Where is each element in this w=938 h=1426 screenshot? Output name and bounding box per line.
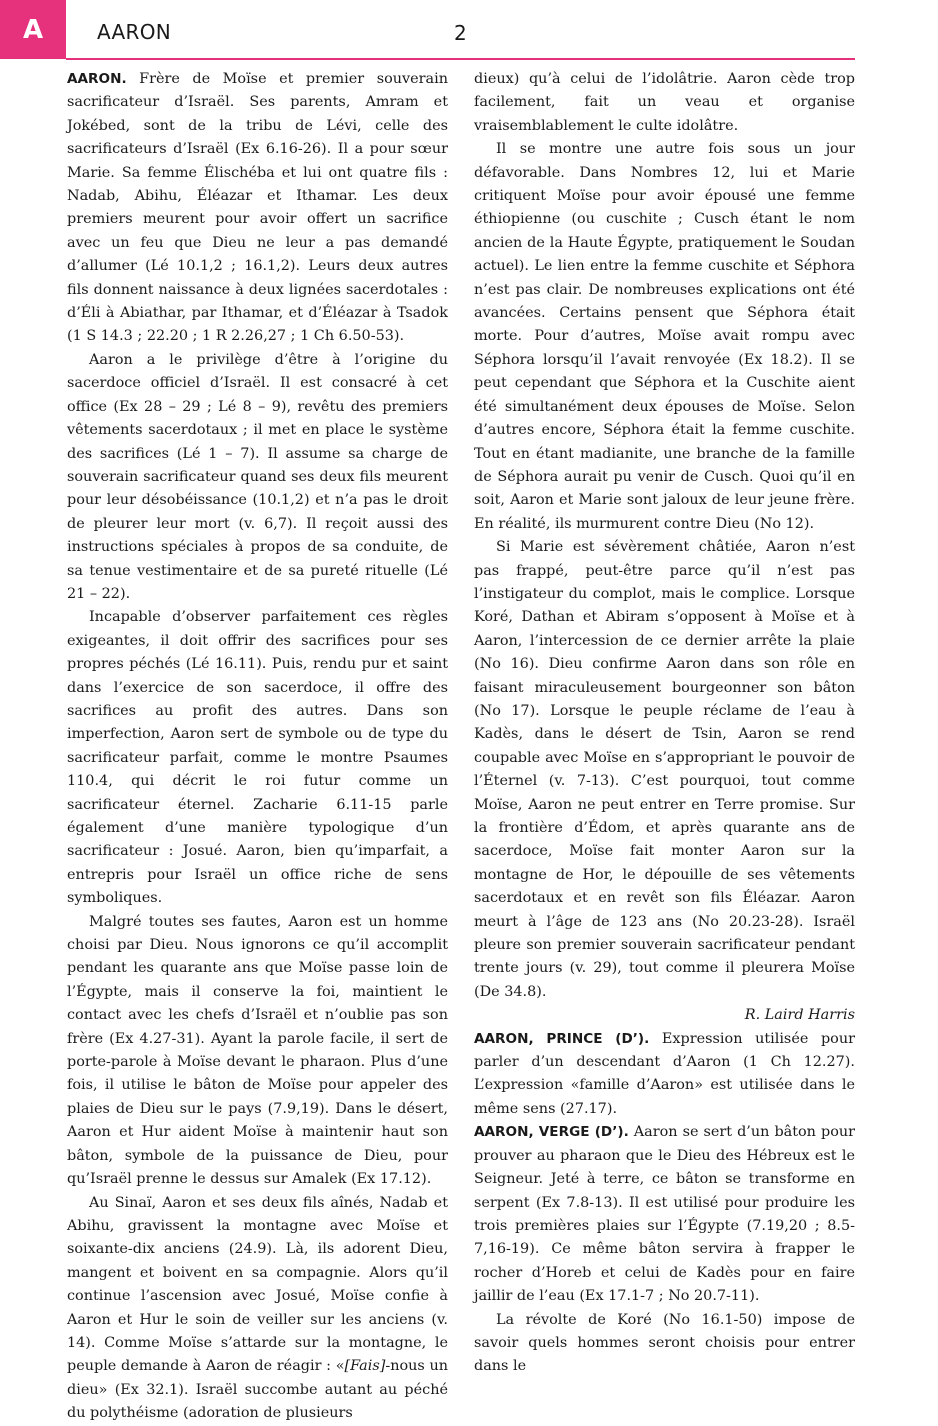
header-rule bbox=[66, 58, 855, 60]
left-column bbox=[67, 68, 448, 1426]
entry-aaron-paragraph-2: Aaron a le privilège d’être à l’origine du sacerdoce officiel d’Israël. Il est consacré à cet office (Ex 28 – 29 ; Lé 8 – 9), revêtu des premiers vêtements sacerdotaux ; il met en place le système des sacrifices (Lé 1 – 7). Il assume sa charge de souverain sacrificateur quand ses deux fils meurent pour leur désobéissance (10.1,2) et n’a pas le droit de pleurer leur mort (v. 6,7). Il reçoit aussi des instructions spéciales à propos de sa conduite, de sa tenue vestimentaire et de sa pureté rituelle (Lé 21 – 22). bbox=[67, 351, 448, 602]
entry-aaron-verge bbox=[474, 1121, 855, 1308]
entry-headword: AARON. bbox=[67, 71, 127, 87]
entry-aaron-verge-paragraph-2: La révolte de Koré (No 16.1-50) impose de savoir quels hommes seront choisis pour entrer dans le bbox=[474, 1311, 855, 1375]
italic-quote: [Fais] bbox=[344, 1358, 386, 1375]
paragraph-text: Au Sinaï, Aaron et ses deux fils aînés, Nadab et Abihu, gravissent la montagne avec Moïse et soixante-dix anciens (24.9). Là, ils adorent Dieu, mangent et boivent en sa compagnie. Alors qu’il continue l’ascension avec Josué, Moïse confie à Aaron et Hur le soin de veiller sur les anciens (v. 14). Comme Moïse s’attarde sur la montagne, le peuple demande à Aaron de réagir : « bbox=[67, 1194, 448, 1375]
paragraph-text: Aaron se sert d’un bâton pour prouver au pharaon que le Dieu des Hébreux est le Seigneur. Jeté à terre, ce bâton se transforme en serpent (Ex 7.8-13). Il est utilisé pour produire les trois premières plaies sur l’Égypte (7.19,20 ; 8.5-7,16-19). Ce même bâton servira à frapper le rocher d’Horeb et celui de Kadès pour en faire jaillir de l’eau (Ex 17.1-7 ; No 20.7-11). bbox=[474, 1124, 855, 1305]
entry-aaron-prince bbox=[474, 1028, 855, 1122]
entry-aaron-paragraph-4: Malgré toutes ses fautes, Aaron est un homme choisi par Dieu. Nous ignorons ce qu’il accomplit pendant les quarante ans que Moïse passe loin de l’Égypte, mais il conserve la foi, maintient le contact avec les chefs d’Israël et n’oublie pas son frère (Ex 4.27-31). Ayant la parole facile, il sert de porte-parole à Moïse devant le pharaon. Plus d’une fois, il utilise le bâton de Moïse pour appeler des plaies de Dieu sur le pays (7.9,19). Dans le désert, Aaron et Hur aident Moïse à maintenir haut son bâton, symbole de la puissance de Dieu, pour qu’Israël prenne le dessus sur Amalek (Ex 17.12). bbox=[67, 913, 448, 1188]
page-number: 2 bbox=[454, 21, 467, 45]
entry-aaron-paragraph-8: Si Marie est sévèrement châtiée, Aaron n’est pas frappé, peut-être parce qu’il n’est pas l’instigateur du complot, mais le complice. Lorsque Koré, Dathan et Abiram s’opposent à Moïse et à Aaron, l’intercession de ce dernier arrête la plaie (No 16). Dieu confirme Aaron dans son rôle en faisant miraculeusement bourgeonner son bâton (No 17). Lorsque le peuple réclame de l’eau à Kadès, dans le désert de Tsin, Aaron se rend coupable avec Moïse en s’appropriant le pouvoir de l’Éternel (v. 7-13). C’est pourquoi, tout comme Moïse, Aaron ne peut entrer en Terre promise. Sur la frontière d’Édom, et après quarante ans de sacerdoce, Moïse fait monter Aaron sur la montagne de Hor, le dépouille de ses vêtements sacerdotaux et en revêt son fils Éléazar. Aaron meurt à l’âge de 123 ans (No 20.23-28). Israël pleure son premier souverain sacrificateur pendant trente jours (v. 29), tout comme il pleurera Moïse (De 34.8). bbox=[474, 539, 855, 1000]
section-letter-tab bbox=[0, 0, 66, 59]
entry-aaron-paragraph-1 bbox=[67, 68, 448, 349]
entry-aaron-paragraph-5 bbox=[67, 1192, 448, 1426]
entry-aaron-paragraph-3: Incapable d’observer parfaitement ces règles exigeantes, il doit offrir des sacrifices pour ses propres péchés (Lé 16.11). Puis, rendu pur et saint dans l’exercice de son sacerdoce, il offre des sacrifices au profit des autres. Dans son imperfection, Aaron sert de symbole ou de type du sacrificateur parfait, comme le montre Psaumes 110.4, qui décrit le roi futur comme un sacrificateur éternel. Zacharie 6.11-15 parle également d’une manière typologique d’un sacrificateur : Josué. Aaron, bien qu’imparfait, a entrepris pour Israël un office riche de sens symboliques. bbox=[67, 609, 448, 907]
running-head-word: AARON bbox=[97, 20, 172, 44]
entry-headword: AARON, VERGE (D’). bbox=[474, 1124, 629, 1141]
section-letter: A bbox=[22, 14, 44, 45]
author-signature: R. Laird Harris bbox=[744, 1007, 855, 1024]
entry-aaron-paragraph-6: dieux) qu’à celui de l’idolâtrie. Aaron cède trop facilement, fait un veau et organise vraisemblablement le culte idolâtre. bbox=[474, 71, 855, 134]
paragraph-text: Frère de Moïse et premier souverain sacrificateur d’Israël. Ses parents, Amram et Jokébed, sont de la tribu de Lévi, celle des sacrificateurs d’Israël (Ex 6.16-26). Il a pour sœur Marie. Sa femme Élischéba et lui ont quatre fils : Nadab, Abihu, Éléazar et Ithamar. Les deux premiers meurent pour avoir offert un sacrifice avec un feu que Dieu ne leur a pas demandé d’allumer (Lé 10.1,2 ; 16.1,2). Leurs deux autres fils donnent naissance à deux lignées sacerdotales : d’Éli à Abiathar, par Ithamar, et d’Éléazar à Tsadok (1 S 14.3 ; 22.20 ; 1 R 2.26,27 ; 1 Ch 6.50-53). bbox=[67, 71, 448, 345]
entry-headword: AARON, PRINCE (D’). bbox=[474, 1030, 650, 1047]
entry-aaron-paragraph-7: Il se montre une autre fois sous un jour défavorable. Dans Nombres 12, lui et Marie critiquent Moïse pour avoir épousé une femme éthiopienne (ou cuschite ; Cusch étant le nom ancien de la Haute Égypte, pratiquement le Soudan actuel). Le lien entre la femme cuschite et Séphora n’est pas clair. De nombreuses explications ont été avancées. Certains pensent que Séphora était morte. Pour d’autres, Moïse avait rompu avec Séphora lorsqu’il l’avait renvoyée (Ex 18.2). Il se peut cependant que Séphora et la Cuschite aient été simultanément deux épouses de Moïse. Selon d’autres encore, Séphora était la femme cuschite. Tout en étant madianite, une branche de la famille de Séphora aurait pu venir de Cusch. Quoi qu’il en soit, Aaron et Marie sont jaloux de leur jeune frère. En réalité, ils murmurent contre Dieu (No 12). bbox=[474, 141, 855, 532]
paragraph-text: Expression utilisée pour parler d’un descendant d’Aaron (1 Ch 12.27). L’expression «famille d’Aaron» est utilisée dans le même sens (27.17). bbox=[474, 1030, 855, 1117]
right-column bbox=[474, 68, 855, 1379]
paragraph-text: -nous un dieu» (Ex 32.1). Israël succombe autant au péché du polythéisme (adoration de plusieurs bbox=[67, 1358, 448, 1422]
